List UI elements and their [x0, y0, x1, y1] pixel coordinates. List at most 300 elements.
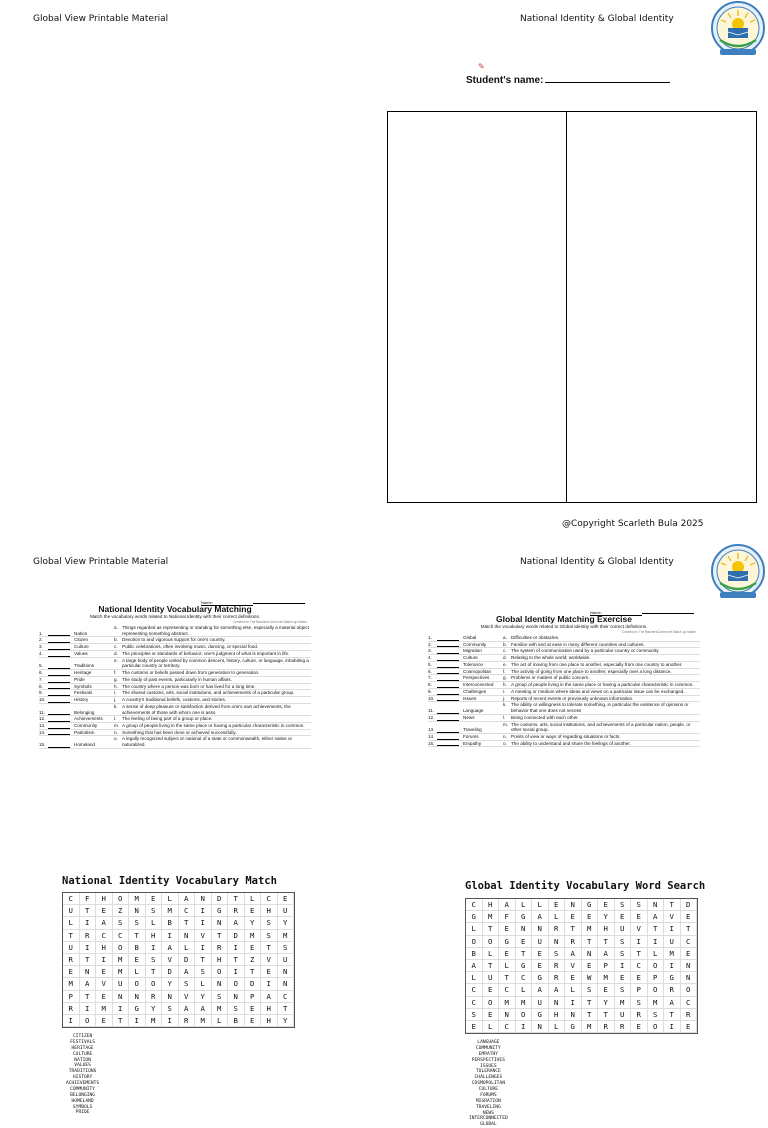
- grid-cell: E: [63, 966, 80, 978]
- row-number: 1.: [39, 630, 43, 636]
- word-list-item: MIGRATION: [475, 1098, 501, 1104]
- grid-cell: I: [80, 1003, 97, 1015]
- grid-cell: S: [549, 948, 566, 960]
- definition-letter: i.: [114, 690, 117, 696]
- grid-cell: L: [162, 893, 179, 905]
- grid-cell: S: [615, 984, 632, 996]
- worksheet-title: Global Identity Matching Exercise: [495, 614, 633, 624]
- definition-letter: b.: [503, 641, 507, 647]
- grid-cell: L: [195, 978, 212, 990]
- answer-blank[interactable]: [48, 729, 74, 736]
- vocab-word: Traveling: [463, 727, 482, 733]
- answer-blank[interactable]: [48, 736, 74, 748]
- definition-letter: m.: [114, 723, 120, 729]
- grid-row: [62, 892, 295, 905]
- grid-row: [465, 972, 698, 984]
- page1-header-left: Global View Printable Material: [33, 14, 169, 24]
- answer-blank[interactable]: [437, 714, 463, 721]
- definition-text: Things regarded as representing or standing for something else, especially a material object representing something abstract.: [122, 625, 309, 636]
- table-row: [428, 655, 700, 662]
- grid-cell: R: [228, 905, 245, 917]
- grid-cell: R: [179, 1015, 196, 1027]
- grid-cell: S: [615, 948, 632, 960]
- grid-cell: P: [245, 991, 262, 1003]
- grid-cell: R: [565, 936, 582, 948]
- grid-cell: H: [96, 893, 113, 905]
- global-matching-worksheet: [428, 610, 700, 872]
- answer-blank[interactable]: [48, 657, 74, 669]
- word-list-item: BELONGING: [70, 1092, 96, 1098]
- grid-cell: N: [532, 1021, 549, 1033]
- grid-cell: T: [483, 923, 500, 935]
- grid-cell: N: [565, 1009, 582, 1021]
- grid-cell: G: [212, 905, 229, 917]
- answer-blank[interactable]: [48, 644, 74, 651]
- table-row: [39, 625, 311, 637]
- table-row: [428, 682, 700, 689]
- page2-header-right: National Identity & Global Identity: [520, 557, 674, 567]
- definition-text: A meeting or medium where ideas and views on a particular issue can be exchanged.: [511, 688, 685, 694]
- definition-text: Reports of recent events or previously unknown information.: [511, 695, 634, 701]
- definition-text: Familiar with and at ease in many different countries and cultures.: [511, 641, 645, 647]
- grid-cell: T: [228, 954, 245, 966]
- grid-cell: E: [483, 984, 500, 996]
- row-number: 8.: [428, 682, 432, 688]
- word-list-item: PERSPECTIVES: [471, 1057, 505, 1063]
- grid-cell: E: [532, 960, 549, 972]
- vocab-word: Culture: [463, 655, 478, 661]
- grid-cell: I: [664, 1021, 681, 1033]
- grid-cell: E: [598, 984, 615, 996]
- table-row: [428, 668, 700, 675]
- grid-cell: V: [162, 954, 179, 966]
- grid-cell: N: [129, 905, 146, 917]
- grid-cell: I: [664, 960, 681, 972]
- answer-blank[interactable]: [48, 697, 74, 704]
- grid-cell: O: [483, 936, 500, 948]
- grid-cell: M: [245, 930, 262, 942]
- grid-cell: V: [179, 991, 196, 1003]
- grid-cell: L: [212, 1015, 229, 1027]
- answer-box[interactable]: [387, 111, 757, 503]
- grid-cell: V: [195, 930, 212, 942]
- grid-cell: B: [129, 942, 146, 954]
- grid-cell: I: [631, 936, 648, 948]
- grid-cell: D: [681, 899, 698, 911]
- definition-letter: d.: [114, 650, 118, 656]
- school-logo: [706, 543, 768, 607]
- grid-cell: R: [63, 1003, 80, 1015]
- answer-blank[interactable]: [437, 641, 463, 648]
- answer-blank[interactable]: [437, 675, 463, 682]
- table-row: [39, 716, 311, 723]
- grid-cell: T: [261, 942, 278, 954]
- grid-cell: V: [565, 960, 582, 972]
- grid-cell: M: [648, 997, 665, 1009]
- grid-cell: T: [516, 948, 533, 960]
- vocab-word: Belonging: [74, 709, 95, 715]
- grid-cell: R: [664, 984, 681, 996]
- grid-cell: L: [532, 899, 549, 911]
- grid-cell: A: [598, 948, 615, 960]
- grid-cell: I: [195, 917, 212, 929]
- row-number: 13.: [39, 723, 46, 729]
- grid-cell: N: [681, 972, 698, 984]
- definition-text: A large body of people united by common descent, history, culture, or language, inhabiting a particular country or territory.: [122, 657, 309, 669]
- answer-box-divider: [566, 112, 567, 502]
- table-row: [39, 723, 311, 730]
- grid-row: [62, 966, 295, 978]
- grid-cell: L: [648, 948, 665, 960]
- definition-text: A sense of deep pleasure or satisfaction derived from one's own achievements, the achievements of those with whom one is asso: [122, 703, 291, 715]
- grid-cell: G: [532, 972, 549, 984]
- definition-letter: l.: [114, 716, 117, 722]
- grid-cell: B: [162, 917, 179, 929]
- grid-cell: L: [549, 911, 566, 923]
- grid-cell: M: [212, 1003, 229, 1015]
- grid-cell: U: [532, 936, 549, 948]
- grid-cell: T: [631, 948, 648, 960]
- vocab-word: Cosmopolitan: [463, 668, 492, 674]
- grid-cell: E: [565, 972, 582, 984]
- definition-text: The principles or standards of behavior; one's judgment of what is important in life.: [122, 650, 290, 656]
- grid-cell: O: [516, 1009, 533, 1021]
- national-word-search: [62, 875, 302, 1116]
- definition-letter: o.: [114, 736, 118, 742]
- word-list-item: PRIDE: [75, 1110, 90, 1116]
- vocab-word: History: [74, 697, 89, 703]
- grid-cell: E: [582, 960, 599, 972]
- grid-cell: W: [582, 972, 599, 984]
- name-label: Name:: [590, 610, 642, 616]
- name-label: Name:: [201, 600, 253, 606]
- grid-cell: G: [466, 911, 483, 923]
- name-field[interactable]: [590, 610, 694, 616]
- word-list-item: HERITAGE: [71, 1045, 94, 1051]
- grid-cell: M: [63, 978, 80, 990]
- answer-blank[interactable]: [437, 695, 463, 702]
- grid-cell: S: [261, 930, 278, 942]
- grid-cell: G: [664, 972, 681, 984]
- definition-letter: h.: [114, 683, 118, 689]
- word-list-item: TRADITIONS: [68, 1069, 97, 1075]
- definition-letter: k.: [503, 702, 507, 708]
- row-number: 5.: [428, 661, 432, 667]
- grid-cell: C: [499, 984, 516, 996]
- grid-row: [62, 1003, 295, 1015]
- name-field[interactable]: [201, 600, 305, 606]
- student-name-label: Student's name:: [466, 75, 544, 86]
- definition-text: Difficulties or obstacles.: [511, 635, 560, 640]
- grid-cell: L: [146, 917, 163, 929]
- grid-cell: Y: [278, 917, 295, 929]
- grid-cell: D: [245, 978, 262, 990]
- answer-blank[interactable]: [437, 682, 463, 689]
- grid-row: [465, 898, 698, 911]
- definition-letter: j.: [114, 697, 117, 703]
- grid-row: [465, 1021, 698, 1034]
- grid-cell: S: [212, 991, 229, 1003]
- grid-cell: S: [195, 966, 212, 978]
- table-row: [428, 675, 700, 682]
- grid-cell: I: [146, 942, 163, 954]
- grid-cell: O: [228, 978, 245, 990]
- row-number: 6.: [39, 670, 43, 676]
- grid-cell: E: [615, 972, 632, 984]
- grid-cell: U: [113, 978, 130, 990]
- grid-cell: T: [483, 960, 500, 972]
- definition-letter: a.: [114, 625, 118, 630]
- grid-cell: O: [648, 1021, 665, 1033]
- grid-cell: D: [179, 954, 196, 966]
- vocab-word: Values: [74, 650, 88, 656]
- word-list-item: CULTURE: [72, 1051, 93, 1057]
- row-number: 10.: [428, 695, 435, 701]
- global-word-search: [465, 880, 705, 1128]
- grid-cell: E: [631, 1021, 648, 1033]
- table-row: [39, 670, 311, 677]
- grid-cell: R: [598, 1021, 615, 1033]
- grid-cell: V: [96, 978, 113, 990]
- definition-text: Problems or matters of public concern.: [511, 675, 590, 681]
- grid-cell: I: [228, 966, 245, 978]
- row-number: 5.: [39, 663, 43, 669]
- grid-cell: V: [631, 923, 648, 935]
- row-number: 12.: [39, 716, 46, 722]
- word-list-item: GLOBAL: [480, 1122, 497, 1128]
- grid-cell: P: [63, 991, 80, 1003]
- grid-cell: S: [179, 978, 196, 990]
- grid-cell: N: [648, 899, 665, 911]
- grid-cell: S: [466, 1009, 483, 1021]
- table-row: [428, 702, 700, 714]
- definition-text: A legally recognized subject or national of a state or commonwealth, either native or naturalized.: [122, 736, 293, 748]
- grid-cell: A: [162, 942, 179, 954]
- grid-cell: G: [516, 911, 533, 923]
- grid-cell: T: [146, 966, 163, 978]
- answer-blank[interactable]: [437, 740, 463, 747]
- answer-blank[interactable]: [48, 637, 74, 644]
- definition-text: The country where a person was born or has lived for a long time.: [122, 683, 256, 689]
- answer-blank[interactable]: [437, 648, 463, 655]
- grid-cell: E: [681, 911, 698, 923]
- grid-cell: M: [162, 905, 179, 917]
- grid-cell: N: [516, 923, 533, 935]
- grid-cell: L: [466, 923, 483, 935]
- grid-row: [62, 905, 295, 917]
- grid-cell: T: [278, 1003, 295, 1015]
- grid-cell: C: [96, 930, 113, 942]
- answer-blank[interactable]: [437, 688, 463, 695]
- vocab-word: Symbols: [74, 683, 92, 689]
- grid-cell: N: [278, 978, 295, 990]
- answer-blank[interactable]: [48, 690, 74, 697]
- grid-cell: T: [80, 954, 97, 966]
- word-list-item: COSMOPOLITAN: [471, 1081, 505, 1087]
- definition-text: Something that has been done or achieved successfully.: [122, 729, 237, 735]
- answer-blank[interactable]: [48, 683, 74, 690]
- grid-cell: E: [499, 923, 516, 935]
- grid-cell: I: [129, 1015, 146, 1027]
- answer-blank[interactable]: [48, 716, 74, 723]
- grid-cell: Y: [598, 997, 615, 1009]
- grid-cell: M: [278, 930, 295, 942]
- grid-cell: F: [80, 893, 97, 905]
- grid-cell: Y: [162, 978, 179, 990]
- grid-cell: I: [80, 942, 97, 954]
- answer-blank[interactable]: [48, 650, 74, 657]
- national-matching-worksheet: [39, 600, 311, 868]
- grid-cell: N: [532, 923, 549, 935]
- grid-cell: U: [615, 1009, 632, 1021]
- row-number: 6.: [428, 668, 432, 674]
- answer-blank[interactable]: [437, 734, 463, 741]
- grid-cell: R: [549, 972, 566, 984]
- grid-cell: A: [179, 1003, 196, 1015]
- vocab-word: Empathy: [463, 740, 482, 746]
- grid-cell: U: [615, 923, 632, 935]
- grid-cell: H: [96, 942, 113, 954]
- table-row: [39, 736, 311, 748]
- grid-cell: L: [466, 972, 483, 984]
- grid-cell: T: [664, 899, 681, 911]
- definition-text: Relating to the whole world; worldwide.: [511, 655, 591, 661]
- grid-cell: N: [565, 899, 582, 911]
- definition-text: The system of communication used by a particular country or community.: [511, 648, 660, 654]
- row-number: 3.: [428, 648, 432, 654]
- vocab-word: Forums: [463, 734, 479, 740]
- definition-letter: b.: [114, 637, 118, 643]
- answer-blank[interactable]: [437, 702, 463, 714]
- grid-cell: R: [63, 954, 80, 966]
- word-list: [469, 1040, 508, 1128]
- grid-cell: S: [631, 997, 648, 1009]
- worksheet-subtitle: Match the vocabulary words related to National Identity with their correct definitions.: [89, 614, 261, 619]
- row-number: 9.: [428, 688, 432, 694]
- grid-cell: O: [483, 997, 500, 1009]
- grid-cell: A: [648, 911, 665, 923]
- answer-blank[interactable]: [437, 668, 463, 675]
- definition-text: A group of people living in the same place or having a particular characteristic in common.: [511, 682, 694, 688]
- grid-cell: H: [598, 923, 615, 935]
- grid-cell: A: [179, 966, 196, 978]
- puzzle-title: Global Identity Vocabulary Word Search: [465, 880, 705, 892]
- matching-table: [39, 625, 311, 749]
- definition-letter: m.: [503, 721, 509, 727]
- puzzle-title: National Identity Vocabulary Match: [62, 875, 277, 887]
- grid-cell: N: [179, 930, 196, 942]
- grid-cell: L: [516, 984, 533, 996]
- answer-blank[interactable]: [437, 655, 463, 662]
- grid-cell: T: [582, 997, 599, 1009]
- grid-cell: O: [129, 978, 146, 990]
- grid-cell: O: [113, 893, 130, 905]
- grid-cell: D: [212, 893, 229, 905]
- table-row: [428, 648, 700, 655]
- vocab-word: Pride: [74, 676, 85, 682]
- grid-cell: Y: [195, 991, 212, 1003]
- definition-text: The ability to understand and share the feelings of another.: [511, 740, 631, 746]
- word-list-item: CULTURE: [478, 1087, 499, 1093]
- grid-cell: I: [113, 1003, 130, 1015]
- grid-cell: M: [615, 997, 632, 1009]
- grid-row: [465, 923, 698, 935]
- grid-cell: I: [162, 930, 179, 942]
- answer-blank[interactable]: [48, 703, 74, 715]
- vocab-word: Community: [74, 723, 98, 729]
- worksheet-credit: Created on TheTeachersCorner.net Match-up Maker: [622, 630, 696, 634]
- grid-cell: N: [499, 1009, 516, 1021]
- grid-cell: R: [549, 960, 566, 972]
- grid-cell: T: [648, 923, 665, 935]
- word-list-item: TRAVELING: [475, 1104, 501, 1110]
- grid-cell: R: [212, 942, 229, 954]
- grid-cell: T: [582, 1009, 599, 1021]
- grid-cell: D: [162, 966, 179, 978]
- definition-letter: d.: [503, 655, 507, 661]
- table-row: [428, 688, 700, 695]
- grid-cell: U: [664, 936, 681, 948]
- grid-cell: M: [483, 911, 500, 923]
- grid-cell: G: [129, 1003, 146, 1015]
- grid-cell: E: [631, 972, 648, 984]
- definition-letter: n.: [114, 729, 118, 735]
- grid-cell: Y: [245, 917, 262, 929]
- vocab-word: Traditions: [74, 663, 94, 669]
- school-logo: [706, 0, 768, 64]
- definition-text: Points of view or ways of regarding situations or facts.: [511, 734, 621, 740]
- grid-cell: T: [212, 930, 229, 942]
- grid-cell: A: [565, 948, 582, 960]
- grid-cell: H: [261, 1015, 278, 1027]
- grid-cell: C: [631, 960, 648, 972]
- answer-blank[interactable]: [48, 625, 74, 637]
- answer-blank[interactable]: [48, 670, 74, 677]
- pencil-icon: ✎: [478, 62, 485, 71]
- table-row: [39, 644, 311, 651]
- grid-cell: U: [278, 954, 295, 966]
- worksheet-title: National Identity Vocabulary Matching: [98, 604, 252, 614]
- grid-cell: E: [245, 1003, 262, 1015]
- grid-cell: S: [146, 954, 163, 966]
- grid-cell: M: [195, 1015, 212, 1027]
- grid-cell: I: [63, 1015, 80, 1027]
- grid-cell: R: [615, 1021, 632, 1033]
- grid-cell: C: [681, 936, 698, 948]
- grid-cell: E: [245, 942, 262, 954]
- answer-blank[interactable]: [48, 723, 74, 730]
- grid-cell: E: [466, 1021, 483, 1033]
- answer-blank[interactable]: [48, 676, 74, 683]
- answer-blank[interactable]: [437, 721, 463, 733]
- answer-blank[interactable]: [437, 661, 463, 668]
- grid-cell: O: [80, 1015, 97, 1027]
- word-list-item: HISTORY: [72, 1075, 93, 1081]
- grid-cell: E: [532, 948, 549, 960]
- grid-cell: M: [664, 948, 681, 960]
- grid-cell: I: [96, 954, 113, 966]
- word-list-item: FORUMS: [480, 1092, 497, 1098]
- grid-cell: P: [598, 960, 615, 972]
- grid-cell: R: [681, 1009, 698, 1021]
- vocab-word: Patriotism: [74, 729, 95, 735]
- student-name-field[interactable]: [466, 74, 670, 86]
- grid-cell: C: [499, 1021, 516, 1033]
- grid-cell: L: [245, 893, 262, 905]
- grid-cell: L: [499, 960, 516, 972]
- grid-cell: E: [681, 1021, 698, 1033]
- vocab-word: Heritage: [74, 670, 92, 676]
